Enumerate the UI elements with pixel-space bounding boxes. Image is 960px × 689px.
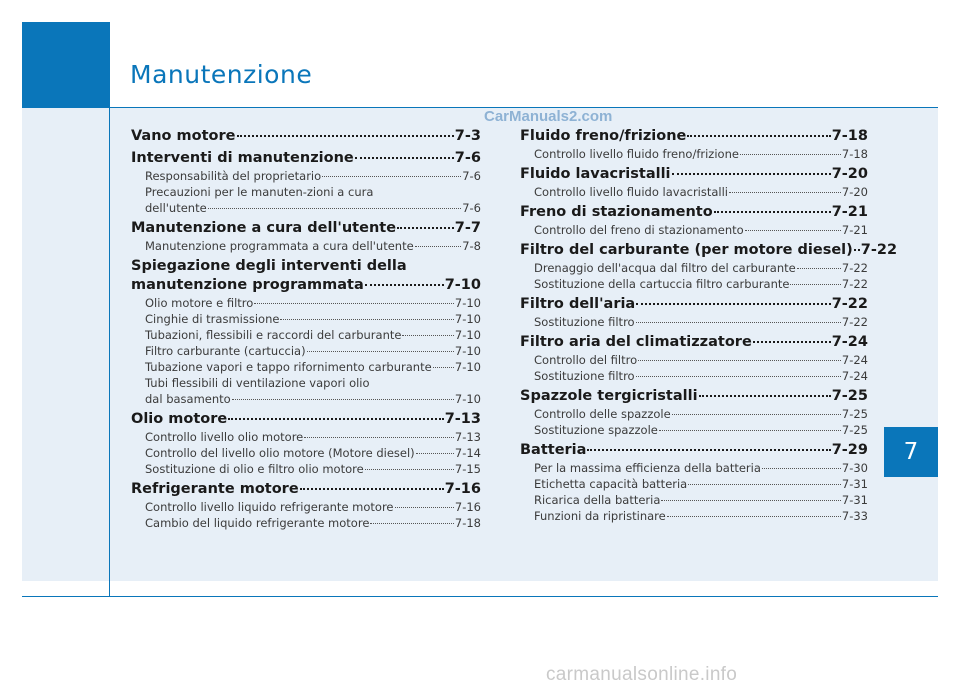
- toc-subsection-entry[interactable]: [131, 168, 481, 184]
- dot-leader: [659, 430, 841, 431]
- dot-leader: [365, 284, 444, 286]
- toc-page-number: 7-16: [454, 500, 481, 514]
- toc-entry-label-line1: Precauzioni per le manuten-zioni a cura: [145, 185, 374, 199]
- toc-entry-label: Funzioni da ripristinare: [534, 509, 666, 523]
- toc-page-number: 7-7: [454, 220, 481, 236]
- dot-leader: [762, 468, 841, 469]
- toc-page-number: 7-14: [454, 446, 481, 460]
- toc-page-number: 7-10: [444, 277, 481, 293]
- toc-entry-label: Responsabilità del proprietario: [145, 169, 322, 183]
- toc-page-number: 7-13: [454, 430, 481, 444]
- toc-entry-label: Controllo livello liquido refrigerante motore: [145, 500, 394, 514]
- dot-leader: [370, 523, 454, 524]
- toc-section-entry[interactable]: [520, 295, 868, 314]
- dot-leader: [714, 211, 831, 213]
- dot-leader: [322, 176, 461, 177]
- toc-subsection-entry[interactable]: [131, 200, 481, 216]
- left-margin-rule: [109, 22, 110, 597]
- toc-subsection-entry[interactable]: [520, 222, 868, 238]
- dot-leader: [672, 414, 841, 415]
- toc-section-entry[interactable]: [520, 387, 868, 406]
- dot-leader: [729, 192, 841, 193]
- dot-leader: [636, 303, 830, 305]
- toc-section-entry[interactable]: [520, 241, 898, 260]
- toc-page-number: 7-20: [831, 166, 868, 182]
- toc-page-number: 7-6: [454, 150, 481, 166]
- toc-page-number: 7-6: [462, 201, 481, 215]
- toc-subsection-entry[interactable]: [131, 359, 481, 375]
- toc-subsection-entry[interactable]: [131, 461, 481, 477]
- toc-subsection-entry[interactable]: [131, 515, 481, 531]
- toc-section-entry[interactable]: [131, 410, 481, 429]
- dot-leader: [688, 484, 841, 485]
- toc-page-number: 7-22: [831, 296, 868, 312]
- toc-page-number: 7-18: [454, 516, 481, 530]
- toc-page-number: 7-18: [841, 147, 868, 161]
- toc-section-entry[interactable]: [520, 333, 868, 352]
- chapter-tab[interactable]: 7: [884, 427, 938, 477]
- dot-leader: [636, 322, 841, 323]
- toc-page-number: 7-10: [454, 328, 481, 342]
- toc-page-number: 7-21: [841, 223, 868, 237]
- dot-leader: [636, 376, 841, 377]
- toc-section-entry[interactable]: [131, 480, 481, 499]
- toc-entry-label: Vano motore: [131, 128, 236, 144]
- toc-page-number: 7-29: [831, 442, 868, 458]
- toc-subsection-entry[interactable]: [131, 343, 481, 359]
- toc-section-entry[interactable]: [131, 149, 481, 168]
- toc-page-number: 7-10: [454, 360, 481, 374]
- dot-leader: [790, 284, 840, 285]
- toc-entry-label: Sostituzione della cartuccia filtro carburante: [534, 277, 790, 291]
- toc-entry-label: Ricarica della batteria: [534, 493, 661, 507]
- toc-section-entry[interactable]: [131, 127, 481, 146]
- toc-entry-label-line1: Tubi flessibili di ventilazione vapori olio: [145, 376, 370, 390]
- toc-subsection-entry[interactable]: [520, 146, 868, 162]
- toc-section-entry[interactable]: [520, 127, 868, 146]
- toc-page-number: 7-15: [454, 462, 481, 476]
- toc-page-number: 7-18: [831, 128, 868, 144]
- toc-subsection-entry[interactable]: [131, 327, 481, 343]
- dot-leader: [745, 230, 841, 231]
- dot-leader: [667, 516, 841, 517]
- dot-leader: [307, 351, 454, 352]
- toc-subsection-entry[interactable]: [520, 260, 868, 276]
- toc-entry-label: dal basamento: [145, 392, 231, 406]
- toc-entry-label: Controllo livello fluido freno/frizione: [534, 147, 739, 161]
- dot-leader: [228, 418, 443, 420]
- toc-page-number: 7-22: [841, 261, 868, 275]
- dot-leader: [699, 395, 831, 397]
- toc-subsection-entry[interactable]: [131, 311, 481, 327]
- toc-entry-label: Filtro aria del climatizzatore: [520, 334, 752, 350]
- toc-entry-label: Tubazione vapori e tappo rifornimento carburante: [145, 360, 432, 374]
- dot-leader: [638, 360, 841, 361]
- toc-page-number: 7-20: [841, 185, 868, 199]
- toc-page-number: 7-10: [454, 392, 481, 406]
- toc-section-entry[interactable]: [131, 276, 481, 295]
- dot-leader: [587, 449, 830, 451]
- dot-leader: [397, 227, 454, 229]
- toc-page-number: 7-22: [841, 277, 868, 291]
- toc-page-number: 7-22: [860, 242, 898, 258]
- toc-section-entry[interactable]: [520, 441, 868, 460]
- toc-entry-label: Filtro del carburante (per motore diesel): [520, 242, 853, 258]
- toc-entry-label: Fluido freno/frizione: [520, 128, 687, 144]
- toc-subsection-entry[interactable]: [131, 238, 481, 254]
- toc-page-number: 7-25: [841, 423, 868, 437]
- dot-leader: [280, 319, 453, 320]
- toc-entry-label: Tubazioni, flessibili e raccordi del carburante: [145, 328, 402, 342]
- dot-leader: [672, 173, 831, 175]
- toc-right-column: [520, 124, 898, 524]
- toc-entry-label: Controllo livello fluido lavacristalli: [534, 185, 729, 199]
- dot-leader: [854, 249, 860, 251]
- toc-page-number: 7-10: [454, 296, 481, 310]
- toc-entry-label: Drenaggio dell'acqua dal filtro del carburante: [534, 261, 796, 275]
- toc-subsection-entry[interactable]: [520, 276, 868, 292]
- toc-page-number: 7-10: [454, 344, 481, 358]
- toc-subsection-entry[interactable]: [520, 352, 868, 368]
- toc-entry-label: Etichetta capacità batteria: [534, 477, 688, 491]
- toc-page-number: 7-24: [841, 353, 868, 367]
- toc-entry-label: Olio motore: [131, 411, 228, 427]
- footer-watermark: carmanualsonline.info: [546, 664, 738, 685]
- dot-leader: [355, 157, 454, 159]
- toc-entry-label: Olio motore e filtro: [145, 296, 254, 310]
- toc-subsection-entry[interactable]: [520, 314, 868, 330]
- toc-entry-label: Freno di stazionamento: [520, 204, 713, 220]
- toc-entry-label: Sostituzione spazzole: [534, 423, 658, 437]
- dot-leader: [232, 399, 454, 400]
- toc-section-entry[interactable]: [520, 203, 868, 222]
- toc-page-number: 7-25: [841, 407, 868, 421]
- toc-entry-label: Manutenzione programmata a cura dell'utente: [145, 239, 414, 253]
- toc-page-number: 7-8: [462, 239, 481, 253]
- dot-leader: [208, 208, 462, 209]
- toc-page-number: 7-6: [462, 169, 481, 183]
- toc-page-number: 7-16: [444, 481, 481, 497]
- toc-subsection-entry[interactable]: [520, 422, 868, 438]
- bottom-rule: [22, 596, 938, 597]
- toc-page-number: 7-10: [454, 312, 481, 326]
- toc-entry-label: Fluido lavacristalli: [520, 166, 671, 182]
- toc-entry-label: Controllo del livello olio motore (Motore diesel): [145, 446, 415, 460]
- toc-page-number: 7-22: [841, 315, 868, 329]
- toc-page-number: 7-31: [841, 493, 868, 507]
- toc-entry-label: Cambio del liquido refrigerante motore: [145, 516, 370, 530]
- dot-leader: [254, 303, 454, 304]
- toc-section-entry[interactable]: [520, 165, 868, 184]
- dot-leader: [416, 453, 454, 454]
- toc-entry-label: manutenzione programmata: [131, 277, 364, 293]
- dot-leader: [687, 135, 830, 137]
- dot-leader: [753, 341, 831, 343]
- toc-entry-label: Sostituzione filtro: [534, 315, 635, 329]
- toc-entry-label: Spazzole tergicristalli: [520, 388, 698, 404]
- dot-leader: [300, 488, 444, 490]
- toc-entry-label: Per la massima efficienza della batteria: [534, 461, 761, 475]
- toc-entry-label: Refrigerante motore: [131, 481, 299, 497]
- toc-page-number: 7-33: [841, 509, 868, 523]
- toc-subsection-entry[interactable]: [520, 508, 868, 524]
- dot-leader: [402, 335, 453, 336]
- toc-left-column: [131, 124, 481, 531]
- toc-entry-label: Batteria: [520, 442, 587, 458]
- chapter-color-block: [22, 22, 109, 108]
- toc-entry-label: Controllo delle spazzole: [534, 407, 671, 421]
- dot-leader: [237, 135, 454, 137]
- toc-entry-label: Controllo del filtro: [534, 353, 638, 367]
- toc-page-number: 7-24: [841, 369, 868, 383]
- toc-subsection-entry[interactable]: [131, 445, 481, 461]
- dot-leader: [661, 500, 841, 501]
- toc-subsection-entry[interactable]: [520, 406, 868, 422]
- toc-entry-label: dell'utente: [145, 201, 207, 215]
- dot-leader: [415, 246, 462, 247]
- toc-entry-label: Controllo del freno di stazionamento: [534, 223, 744, 237]
- dot-leader: [433, 367, 454, 368]
- toc-page-number: 7-30: [841, 461, 868, 475]
- toc-subsection-entry[interactable]: [131, 295, 481, 311]
- toc-page-number: 7-3: [454, 128, 481, 144]
- toc-subsection-entry[interactable]: [520, 368, 868, 384]
- toc-entry-label: Sostituzione di olio e filtro olio motore: [145, 462, 364, 476]
- dot-leader: [797, 268, 841, 269]
- dot-leader: [365, 469, 454, 470]
- toc-subsection-entry[interactable]: [131, 499, 481, 515]
- dot-leader: [395, 507, 454, 508]
- toc-subsection-entry[interactable]: [520, 492, 868, 508]
- toc-entry-label: Interventi di manutenzione: [131, 150, 354, 166]
- dot-leader: [304, 437, 454, 438]
- toc-page-number: 7-21: [831, 204, 868, 220]
- watermark-text: CarManuals2.com: [484, 108, 613, 125]
- toc-subsection-entry[interactable]: [131, 429, 481, 445]
- page-title: Manutenzione: [130, 60, 313, 89]
- toc-subsection-entry[interactable]: [520, 184, 868, 200]
- toc-subsection-entry[interactable]: [520, 476, 868, 492]
- toc-subsection-entry[interactable]: [131, 391, 481, 407]
- toc-page-number: 7-13: [444, 411, 481, 427]
- toc-page-number: 7-24: [831, 334, 868, 350]
- toc-entry-label: Filtro carburante (cartuccia): [145, 344, 306, 358]
- toc-page-number: 7-25: [831, 388, 868, 404]
- toc-entry-label: Manutenzione a cura dell'utente: [131, 220, 397, 236]
- dot-leader: [740, 154, 841, 155]
- toc-section-entry[interactable]: [131, 219, 481, 238]
- toc-subsection-entry[interactable]: [520, 460, 868, 476]
- toc-entry-label: Controllo livello olio motore: [145, 430, 304, 444]
- toc-entry-label-line1: Spiegazione degli interventi della: [131, 258, 407, 274]
- toc-page-number: 7-31: [841, 477, 868, 491]
- toc-entry-label: Sostituzione filtro: [534, 369, 635, 383]
- toc-entry-label: Cinghie di trasmissione: [145, 312, 280, 326]
- toc-entry-label: Filtro dell'aria: [520, 296, 636, 312]
